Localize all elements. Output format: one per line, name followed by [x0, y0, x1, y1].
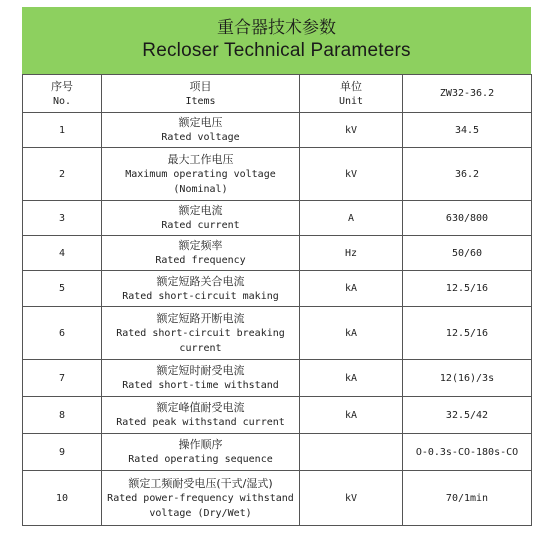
table-row	[23, 397, 532, 434]
row-item-zh: 额定短路关合电流	[156, 274, 245, 288]
row-value: 50/60	[403, 236, 532, 271]
header-unit	[300, 75, 403, 113]
row-item-en: Rated short-time withstand	[122, 380, 279, 391]
row-item-zh: 额定电流	[178, 204, 223, 217]
header-unit-en: Unit	[338, 95, 364, 107]
table-row	[23, 471, 532, 526]
header-no-en: No.	[52, 95, 72, 107]
row-number: 7	[23, 360, 102, 397]
table-row	[23, 201, 532, 236]
row-number: 9	[23, 434, 102, 471]
row-number: 6	[23, 307, 102, 360]
row-item	[102, 434, 300, 471]
row-item-zh: 额定峰值耐受电流	[156, 401, 245, 414]
row-item	[102, 148, 300, 201]
row-value: 12.5/16	[403, 307, 532, 360]
row-unit: kV	[300, 148, 403, 201]
table-row	[23, 148, 532, 201]
row-unit: kA	[300, 271, 403, 307]
table-row	[23, 434, 532, 471]
row-unit: kV	[300, 471, 403, 526]
row-value: 12.5/16	[403, 271, 532, 307]
header-model	[403, 75, 532, 113]
header-unit-zh: 单位	[340, 79, 362, 93]
row-item	[102, 271, 300, 307]
parameters-sheet	[22, 7, 531, 526]
title-chinese: 重合器技术参数	[217, 18, 336, 38]
row-item-en: Rated short-circuit making	[122, 290, 279, 302]
row-item-en: Rated short-circuit breaking current	[116, 327, 285, 354]
parameters-table	[22, 74, 532, 526]
row-item	[102, 397, 300, 434]
header-items	[102, 75, 300, 113]
row-unit: kA	[300, 360, 403, 397]
table-row	[23, 271, 532, 307]
row-item-zh: 最大工作电压	[167, 152, 234, 166]
row-item-zh: 额定频率	[178, 239, 223, 252]
row-unit: kA	[300, 307, 403, 360]
row-number: 2	[23, 148, 102, 201]
row-value: 34.5	[403, 113, 532, 148]
row-item-en: Rated peak withstand current	[116, 417, 285, 428]
header-model-label: ZW32-36.2	[439, 88, 495, 99]
row-item	[102, 360, 300, 397]
row-item-en: Maximum operating voltage (Nominal)	[125, 168, 276, 195]
row-item-en: Rated current	[161, 220, 240, 231]
row-item-en: Rated operating sequence	[128, 454, 273, 465]
row-value: 70/1min	[403, 471, 532, 526]
header-no	[23, 75, 102, 113]
row-value: O-0.3s-CO-180s-CO	[403, 434, 532, 471]
row-value: 630/800	[403, 201, 532, 236]
row-item	[102, 201, 300, 236]
table-row	[23, 360, 532, 397]
row-item	[102, 236, 300, 271]
row-number: 4	[23, 236, 102, 271]
row-number: 10	[23, 471, 102, 526]
row-unit: A	[300, 201, 403, 236]
table-row	[23, 307, 532, 360]
header-no-zh: 序号	[51, 79, 73, 93]
row-item-zh: 操作顺序	[178, 438, 223, 451]
header-row	[23, 75, 532, 113]
header-items-zh: 项目	[189, 79, 212, 93]
row-unit: kV	[300, 113, 403, 148]
row-item-en: Rated voltage	[161, 132, 240, 143]
row-item-zh: 额定短时耐受电流	[156, 364, 245, 377]
row-unit: kA	[300, 397, 403, 434]
row-item-zh: 额定短路开断电流	[156, 311, 245, 325]
row-item-zh: 额定电压	[178, 116, 223, 129]
table-row	[23, 236, 532, 271]
row-item	[102, 113, 300, 148]
title-english: Recloser Technical Parameters	[142, 40, 411, 61]
row-item	[102, 307, 300, 360]
row-value: 32.5/42	[403, 397, 532, 434]
row-value: 12(16)/3s	[403, 360, 532, 397]
title-band	[22, 7, 531, 74]
row-unit	[300, 434, 403, 471]
row-number: 8	[23, 397, 102, 434]
table-row	[23, 113, 532, 148]
header-items-en: Items	[185, 95, 216, 107]
row-number: 1	[23, 113, 102, 148]
row-value: 36.2	[403, 148, 532, 201]
row-unit: Hz	[300, 236, 403, 271]
row-item-en: Rated power-frequency withstand voltage (Dry/Wet)	[107, 492, 294, 519]
row-item-en: Rated frequency	[155, 255, 246, 266]
row-number: 5	[23, 271, 102, 307]
row-item	[102, 471, 300, 526]
row-number: 3	[23, 201, 102, 236]
row-item-zh: 额定工频耐受电压(干式/湿式)	[128, 476, 273, 490]
